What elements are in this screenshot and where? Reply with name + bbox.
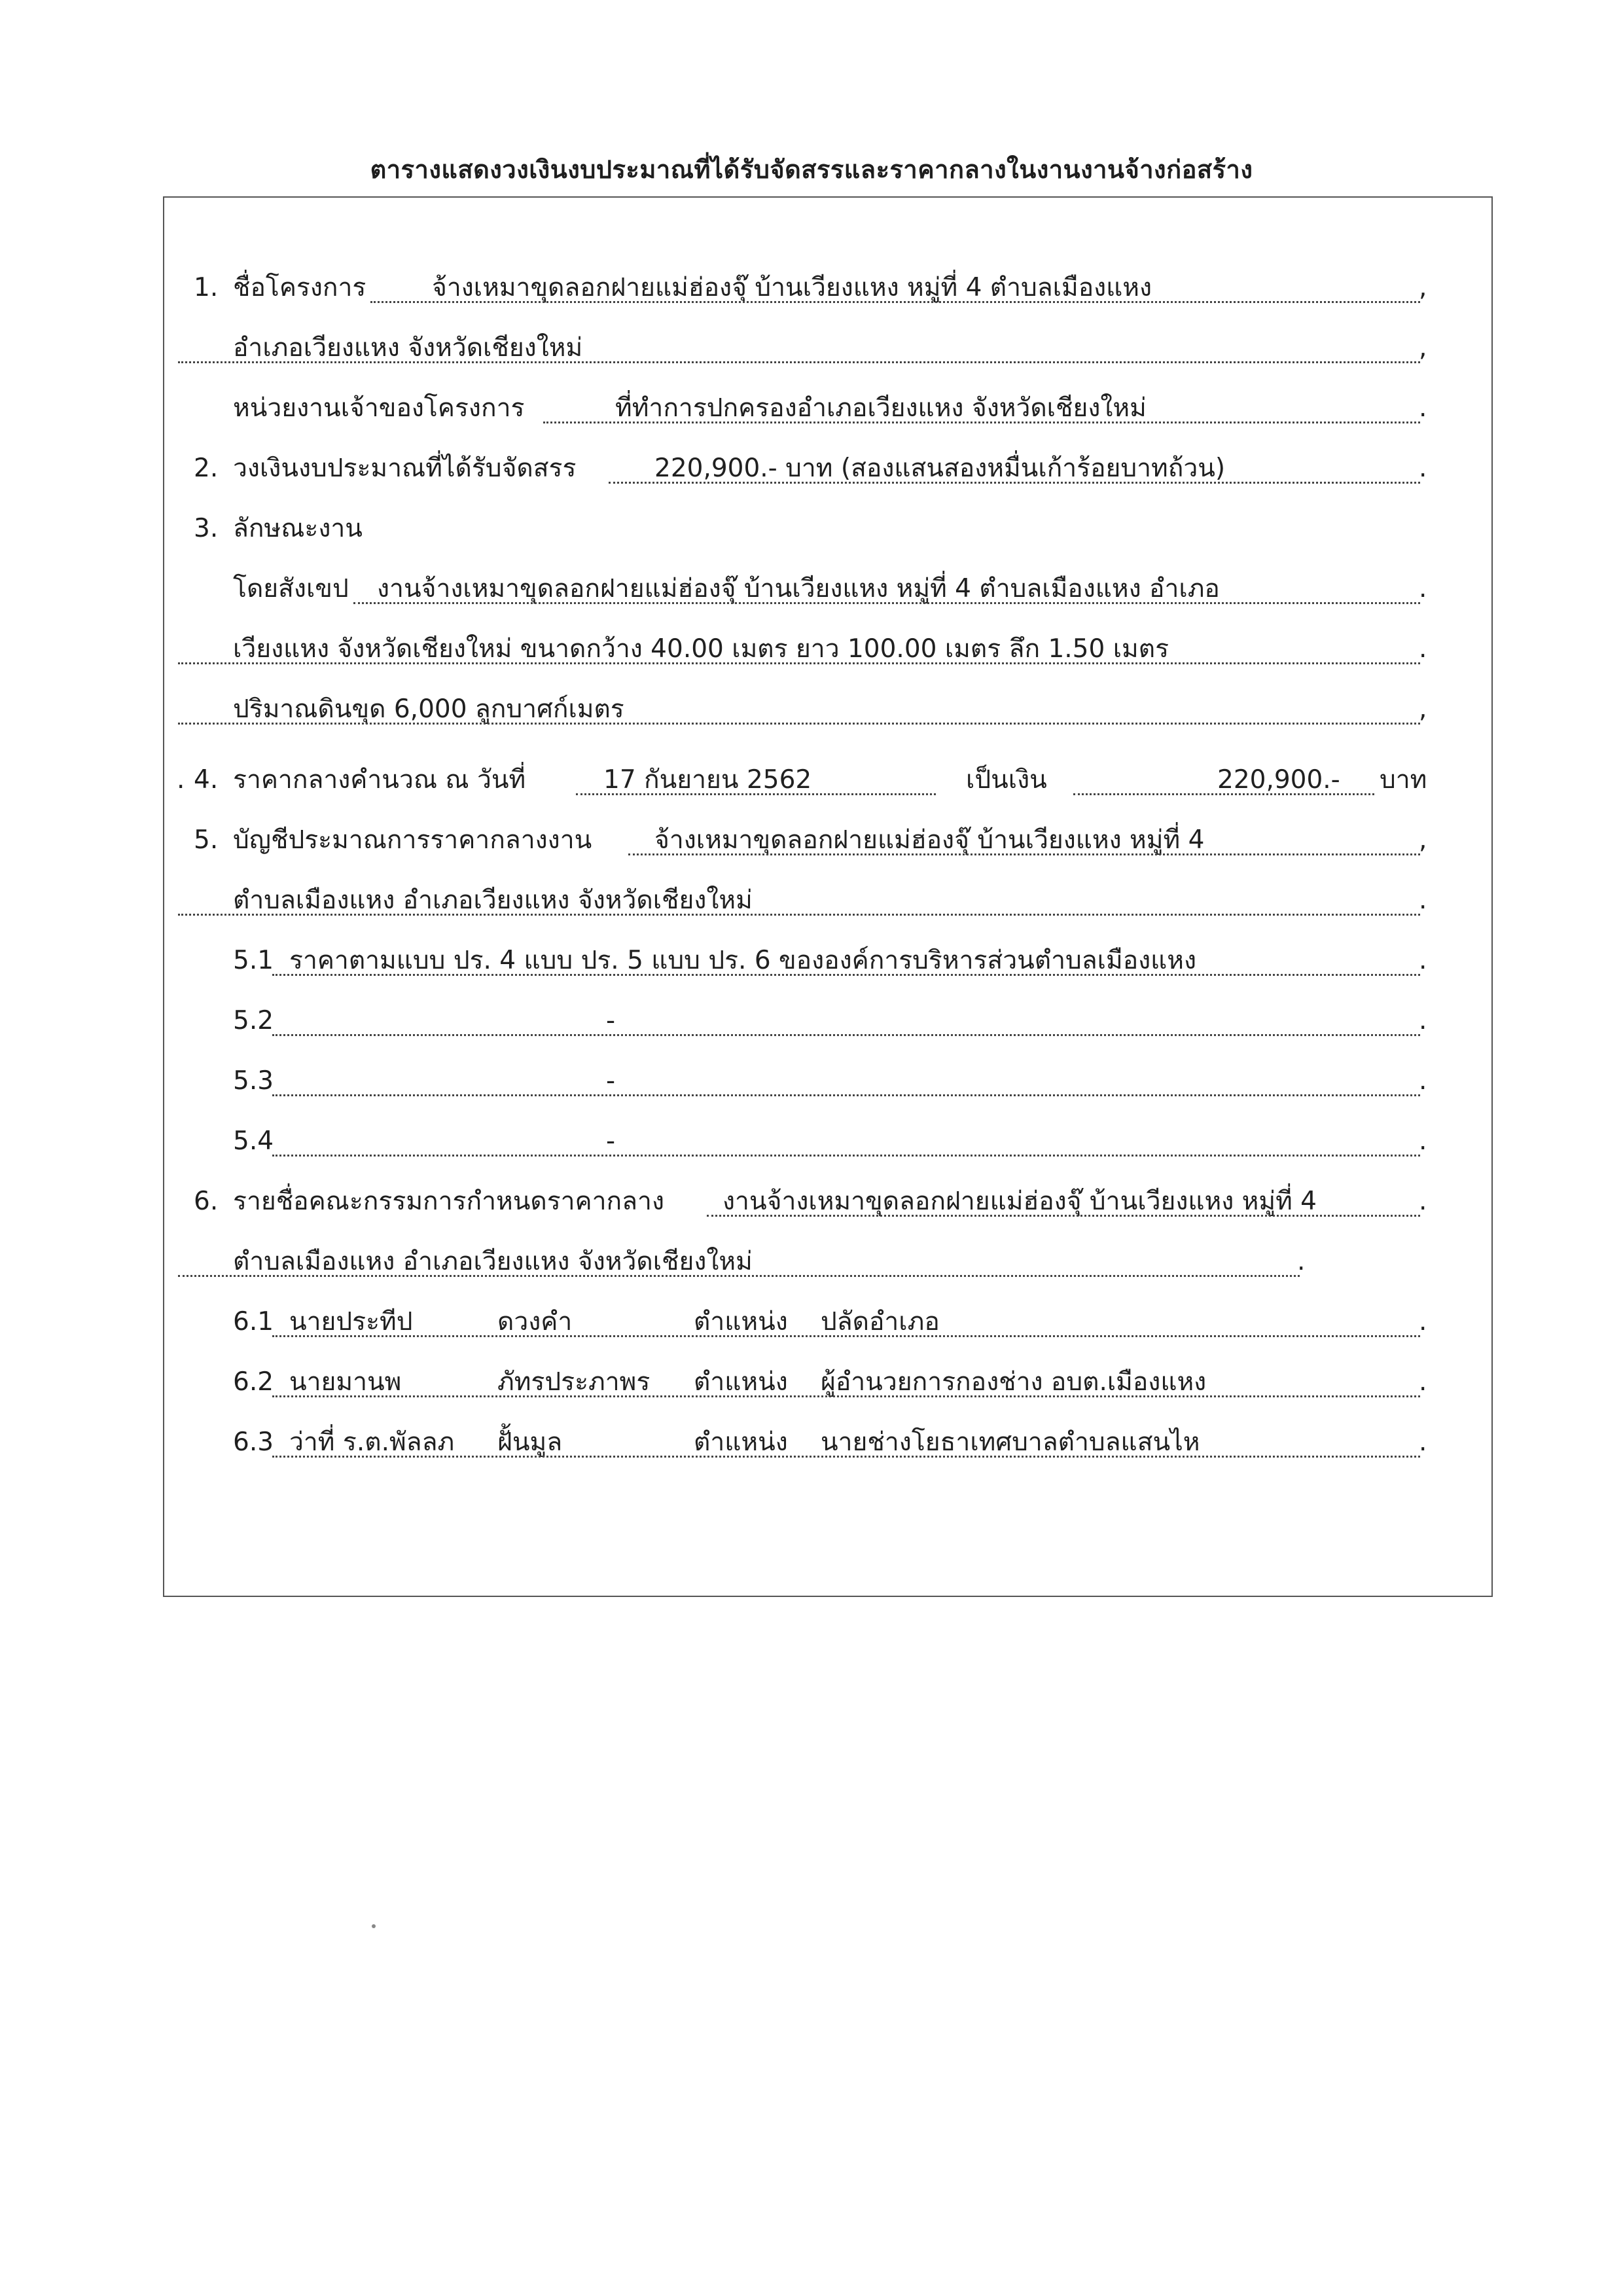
dotted-line [628, 853, 1420, 855]
punct-dot: . [1419, 634, 1427, 664]
punct-dot: . [1419, 1066, 1427, 1096]
item5-sub2-value: - [606, 1006, 616, 1035]
item3-summary-line1: งานจ้างเหมาขุดลอกฝายแม่ฮ่องจุ๊ บ้านเวียงแหง หมู่ที่ 4 ตำบลเมืองแหง อำเภอ [377, 574, 1220, 603]
dotted-line [178, 723, 1420, 725]
dotted-line [272, 1335, 1420, 1337]
member3-pos-label: ตำแหน่ง [694, 1427, 788, 1457]
punct-comma: , [1419, 694, 1427, 724]
item1-owner-label: หน่วยงานเจ้าของโครงการ [233, 393, 525, 423]
punct-dot: . [1419, 1367, 1427, 1397]
item5-sub1-num: 5.1 [233, 946, 274, 975]
item6-num: 6. [194, 1187, 219, 1216]
item3-summary-line2: เวียงแหง จังหวัดเชียงใหม่ ขนาดกว้าง 40.00 เมตร ยาว 100.00 เมตร ลึก 1.50 เมตร [233, 634, 1169, 664]
punct-comma: , [1419, 333, 1427, 363]
member3-num: 6.3 [233, 1427, 274, 1457]
item4-amount: 220,900.- [1217, 765, 1340, 795]
item3-label: ลักษณะงาน [233, 514, 363, 543]
item2-num: 2. [194, 454, 219, 483]
punct-dot: . [1419, 393, 1427, 423]
member3-surname: ฝั้นมูล [497, 1427, 563, 1457]
dotted-line [272, 974, 1420, 976]
punct-dot: . [1419, 1006, 1427, 1035]
member2-surname: ภัทรประภาพร [497, 1367, 651, 1397]
member1-name: นายประทีป [289, 1307, 413, 1336]
punct-dot: . [1419, 946, 1427, 975]
item6-value-line1: งานจ้างเหมาขุดลอกฝายแม่ฮ่องจุ๊ บ้านเวียงแหง หมู่ที่ 4 [722, 1187, 1317, 1216]
member1-pos-label: ตำแหน่ง [694, 1307, 788, 1336]
dotted-line [370, 301, 1420, 303]
dotted-line [272, 1155, 1420, 1157]
member2-num: 6.2 [233, 1367, 274, 1397]
member3-name: ว่าที่ ร.ต.พัลลภ [289, 1427, 455, 1457]
item4-label: ราคากลางคำนวณ ณ วันที่ [233, 765, 526, 795]
member3-position: นายช่างโยธาเทศบาลตำบลแสนไห [821, 1427, 1200, 1457]
item1-value-line2: อำเภอเวียงแหง จังหวัดเชียงใหม่ [233, 333, 583, 363]
member1-position: ปลัดอำเภอ [821, 1307, 940, 1336]
punct-dot: . [177, 765, 185, 795]
dotted-line [543, 422, 1420, 423]
punct-dot: . [1419, 1427, 1427, 1457]
item5-sub3-value: - [606, 1066, 616, 1096]
punct-dot: . [1419, 1307, 1427, 1336]
item4-num: 4. [194, 765, 219, 795]
member2-pos-label: ตำแหน่ง [694, 1367, 788, 1397]
dotted-line [178, 361, 1420, 363]
item5-num: 5. [194, 825, 219, 855]
dotted-line [353, 602, 1420, 604]
dotted-line [1073, 793, 1374, 795]
item4-amount-label: เป็นเงิน [966, 765, 1047, 795]
item4-unit: บาท [1380, 765, 1427, 795]
item5-value-line1: จ้างเหมาขุดลอกฝายแม่ฮ่องจุ๊ บ้านเวียงแหง หมู่ที่ 4 [654, 825, 1205, 855]
item4-date: 17 กันยายน 2562 [603, 765, 812, 795]
punct-dot: . [1419, 886, 1427, 915]
punct-dot: . [1419, 454, 1427, 483]
punct-dot: . [1419, 574, 1427, 603]
item1-owner-value: ที่ทำการปกครองอำเภอเวียงแหง จังหวัดเชียงใหม่ [615, 393, 1147, 423]
item3-summary-label: โดยสังเขป [233, 574, 349, 603]
punct-dot: . [1419, 1126, 1427, 1156]
item1-value-line1: จ้างเหมาขุดลอกฝายแม่ฮ่องจุ๊ บ้านเวียงแหง หมู่ที่ 4 ตำบลเมืองแหง [432, 273, 1152, 302]
dotted-line [178, 1275, 1300, 1277]
item3-num: 3. [194, 514, 219, 543]
item6-label: รายชื่อคณะกรรมการกำหนดราคากลาง [233, 1187, 664, 1216]
punct-dot: . [1297, 1247, 1306, 1276]
dotted-line [178, 662, 1420, 664]
dotted-line [272, 1395, 1420, 1397]
member1-num: 6.1 [233, 1307, 274, 1336]
item3-summary-line3: ปริมาณดินขุด 6,000 ลูกบาศก์เมตร [233, 694, 624, 724]
punct-dot: . [1419, 1187, 1427, 1216]
item5-label: บัญชีประมาณการราคากลางงาน [233, 825, 592, 855]
item5-sub1-value: ราคาตามแบบ ปร. 4 แบบ ปร. 5 แบบ ปร. 6 ขององค์การบริหารส่วนตำบลเมืองแหง [289, 946, 1197, 975]
item6-value-line2: ตำบลเมืองแหง อำเภอเวียงแหง จังหวัดเชียงใหม่ [233, 1247, 753, 1276]
page-title: ตารางแสดงวงเงินงบประมาณที่ได้รับจัดสรรและราคากลางในงานงานจ้างก่อสร้าง [370, 155, 1253, 184]
item5-sub3-num: 5.3 [233, 1066, 274, 1096]
punct-comma: , [1419, 825, 1427, 855]
member2-name: นายมานพ [289, 1367, 402, 1397]
member2-position: ผู้อำนวยการกองช่าง อบต.เมืองแหง [821, 1367, 1207, 1397]
dotted-line [707, 1215, 1420, 1217]
dotted-line [609, 482, 1420, 484]
item5-value-line2: ตำบลเมืองแหง อำเภอเวียงแหง จังหวัดเชียงใหม่ [233, 886, 753, 915]
item2-label: วงเงินงบประมาณที่ได้รับจัดสรร [233, 454, 577, 483]
item2-value: 220,900.- บาท (สองแสนสองหมื่นเก้าร้อยบาทถ้วน) [654, 454, 1226, 483]
dotted-line [178, 914, 1420, 916]
item5-sub4-num: 5.4 [233, 1126, 274, 1156]
item5-sub4-value: - [606, 1126, 616, 1156]
dotted-line [272, 1094, 1420, 1096]
item1-label: ชื่อโครงการ [233, 273, 366, 302]
item1-num: 1. [194, 273, 219, 302]
member1-surname: ดวงคำ [497, 1307, 573, 1336]
item5-sub2-num: 5.2 [233, 1006, 274, 1035]
scan-speck [372, 1924, 376, 1928]
dotted-line [272, 1034, 1420, 1036]
punct-comma: , [1419, 273, 1427, 302]
dotted-line [272, 1456, 1420, 1458]
dotted-line [576, 793, 936, 795]
